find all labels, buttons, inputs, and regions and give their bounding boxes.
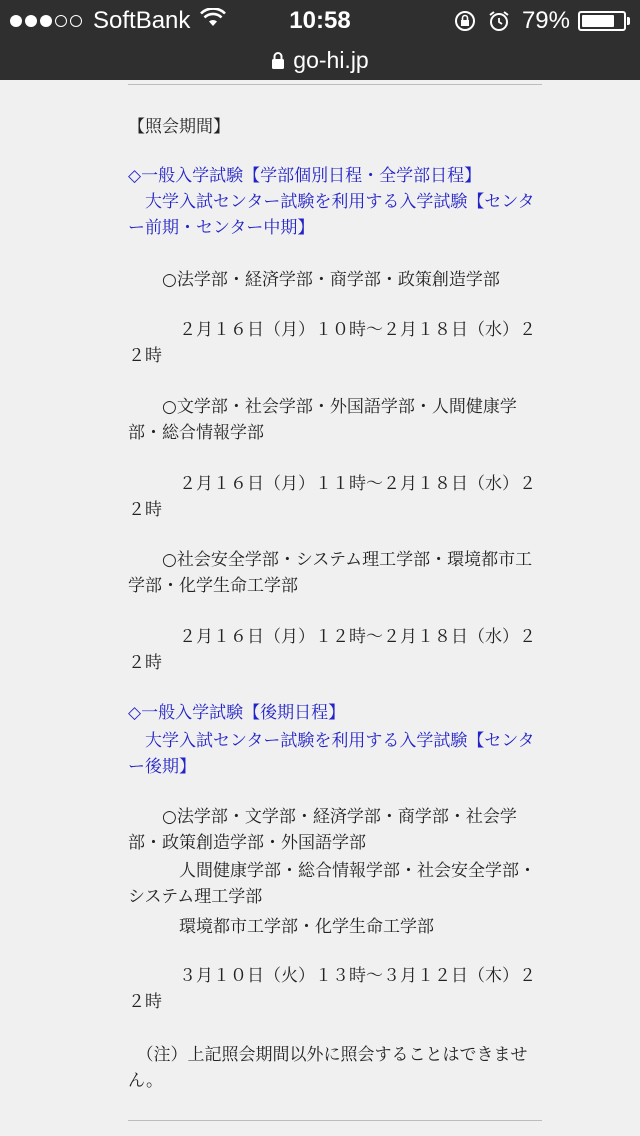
group3-period: ２月１６日（月）１２時～２月１８日（水）２２時	[128, 627, 536, 673]
section1-subtitle: 大学入試センター試験を利用する入学試験【センター前期・センター中期】	[128, 192, 535, 238]
group4-faculties-line2: 人間健康学部・総合情報学部・社会安全学部・システム理工学部	[128, 861, 536, 907]
alarm-icon	[488, 10, 510, 32]
lock-icon	[271, 51, 285, 69]
group2-faculties: ○文学部・社会学部・外国語学部・人間健康学部・総合情報学部	[128, 397, 517, 443]
carrier-name: SoftBank	[93, 7, 191, 34]
rotation-lock-icon	[454, 10, 476, 32]
clock: 10:58	[289, 7, 351, 34]
top-divider	[128, 84, 542, 85]
battery-percent: 79%	[521, 7, 570, 34]
page-content	[0, 80, 640, 1136]
url-domain: go-hi.jp	[293, 46, 369, 73]
status-bar	[0, 0, 640, 40]
section2-subtitle: 大学入試センター試験を利用する入学試験【センター後期】	[128, 731, 535, 777]
bottom-divider	[128, 1120, 542, 1121]
address-bar[interactable]	[0, 40, 640, 80]
group3-faculties: ○社会安全学部・システム理工学部・環境都市工学部・化学生命工学部	[128, 550, 533, 596]
footnote: （注）上記照会期間以外に照会することはできません。	[128, 1045, 528, 1091]
group4-faculties-line3: 環境都市工学部・化学生命工学部	[128, 917, 434, 937]
section2-title: ◇一般入学試験【後期日程】	[128, 703, 346, 723]
period-heading: 【照会期間】	[128, 117, 230, 137]
battery-icon	[578, 11, 626, 31]
status-icons	[454, 7, 630, 35]
group1-period: ２月１６日（月）１０時～２月１８日（水）２２時	[128, 320, 536, 366]
group2-period: ２月１６日（月）１１時～２月１８日（水）２２時	[128, 474, 536, 520]
section1-title: ◇一般入学試験【学部個別日程・全学部日程】	[128, 166, 482, 186]
group4-period: ３月１０日（火）１３時～３月１２日（木）２２時	[128, 966, 536, 1012]
group1-faculties: ○法学部・経済学部・商学部・政策創造学部	[128, 270, 500, 290]
group4-faculties-line1: ○法学部・文学部・経済学部・商学部・社会学部・政策創造学部・外国語学部	[128, 807, 517, 853]
